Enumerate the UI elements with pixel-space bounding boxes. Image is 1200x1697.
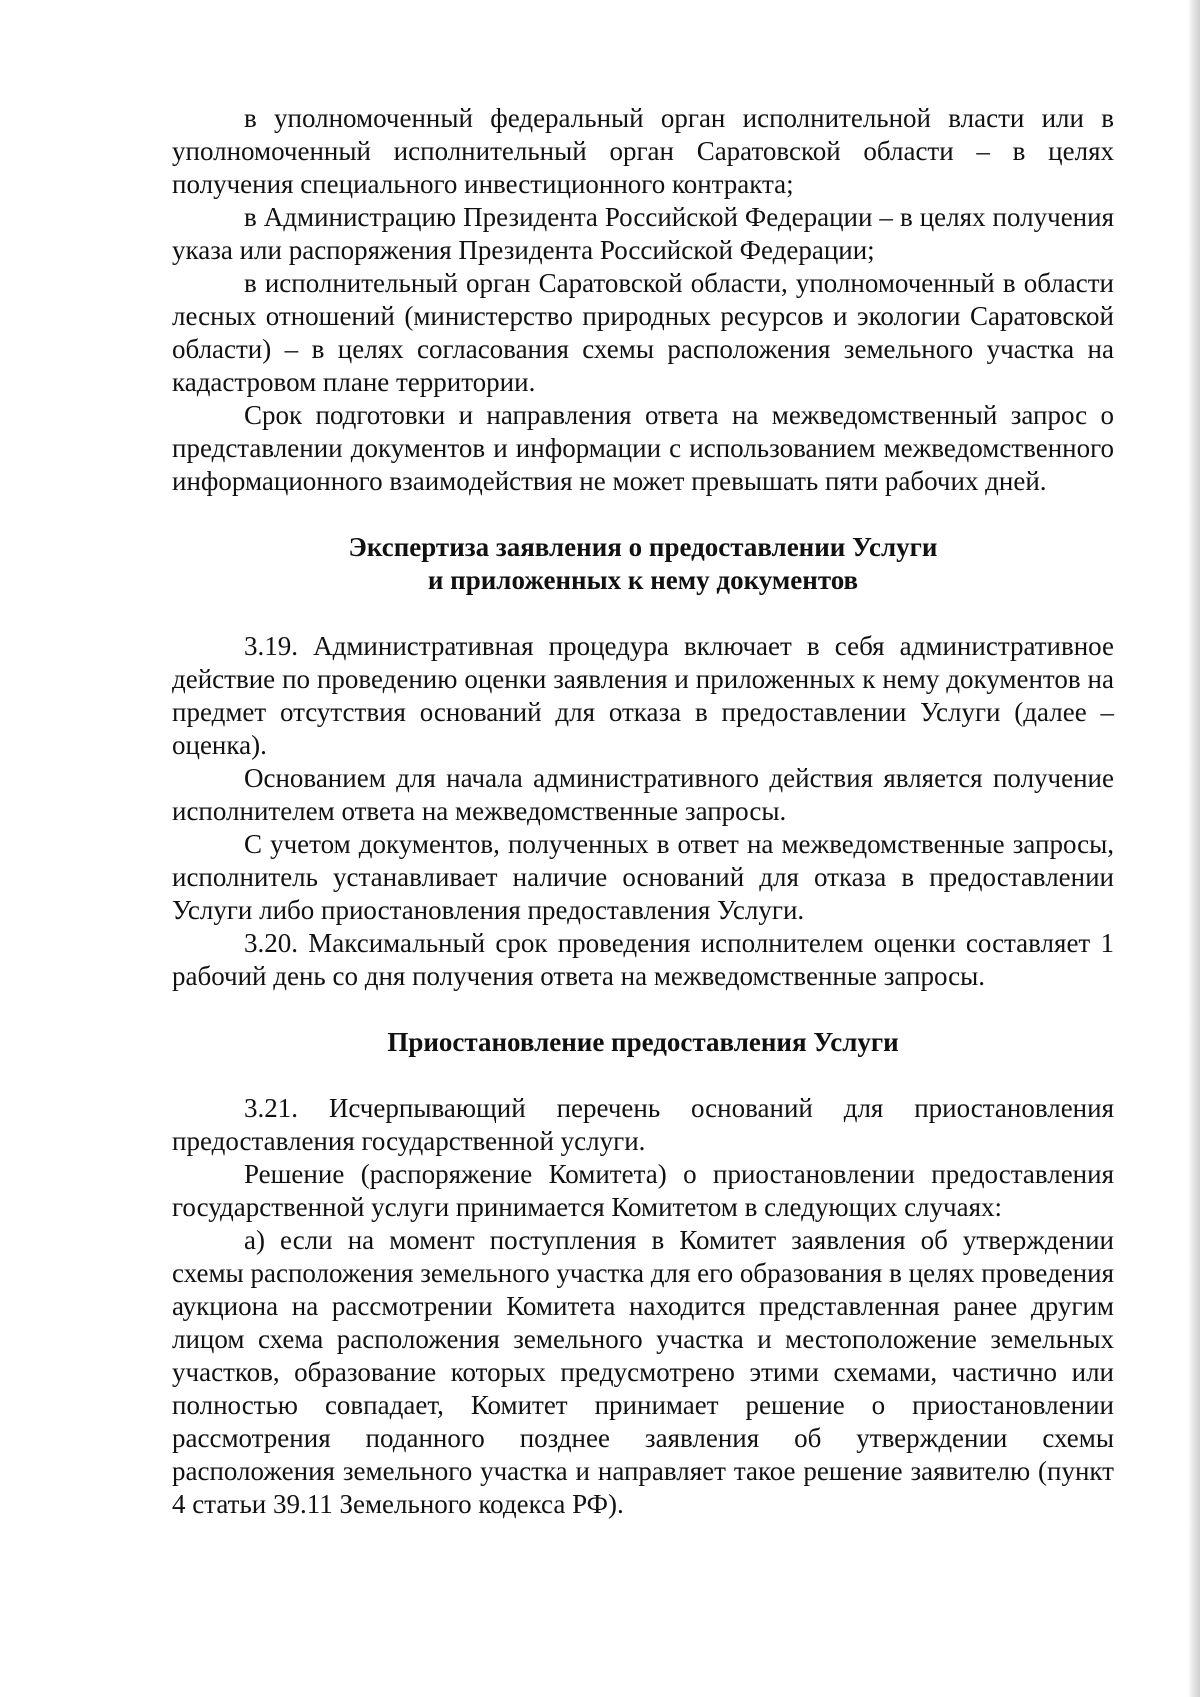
paragraph-president-administration: в Администрацию Президента Российской Федерации – в целях получения указа или распоряжения Президента Российской Федерации; — [172, 202, 1114, 265]
section-heading-expertise-line2: и приложенных к нему документов — [427, 565, 859, 595]
paragraph-3-19: 3.19. Административная процедура включает в себя административное действие по проведению оценки заявления и приложенных к нему документов на предмет отсутствия оснований для отказа в предоставлении Услуги (далее – оценка). — [172, 631, 1114, 760]
paragraph-case-a: а) если на момент поступления в Комитет заявления об утверждении схемы расположения земельного участка для его образования в целях проведения аукциона на рассмотрении Комитета находится представленная ранее другим лицом схема расположения земельного участка и местоположение земельных участков, образование которых предусмотрено этими схемами, частично или полностью совпадает, Комитет принимает решение о приостановлении рассмотрения поданного позднее заявления об утверждении схемы расположения земельного участка и направляет такое решение заявителю (пункт 4 статьи 39.11 Земельного кодекса РФ). — [172, 1225, 1114, 1519]
paragraph-federal-organ: в уполномоченный федеральный орган исполнительной власти или в уполномоченный исполнительный орган Саратовской области – в целях получения специального инвестиционного контракта; — [172, 103, 1114, 199]
paragraph-documents-received: С учетом документов, полученных в ответ на межведомственные запросы, исполнитель устанавливает наличие оснований для отказа в предоставлении Услуги либо приостановления предоставления Услуги. — [172, 829, 1114, 925]
paragraph-response-deadline: Срок подготовки и направления ответа на межведомственный запрос о представлении документов и информации с использованием межведомственного информационного взаимодействия не может превышать пяти рабочих дней. — [172, 400, 1114, 496]
document-body — [172, 102, 1114, 1521]
paragraph-3-20: 3.20. Максимальный срок проведения исполнителем оценки составляет 1 рабочий день со дня получения ответа на межведомственные запросы. — [172, 928, 1114, 991]
spacer — [172, 597, 1114, 630]
paragraph-decision: Решение (распоряжение Комитета) о приостановлении предоставления государственной услуги принимается Комитетом в следующих случаях: — [172, 1159, 1114, 1222]
spacer — [172, 1059, 1114, 1092]
paragraph-basis: Основанием для начала административного действия является получение исполнителем ответа на межведомственные запросы. — [172, 763, 1114, 826]
spacer — [172, 498, 1114, 531]
scan-edge-shadow — [1188, 0, 1200, 1697]
section-heading-expertise-line1: Экспертиза заявления о предоставлении Услуги — [348, 532, 938, 562]
paragraph-forest-relations-organ: в исполнительный орган Саратовской области, уполномоченный в области лесных отношений (министерство природных ресурсов и экологии Саратовской области) – в целях согласования схемы расположения земельного участка на кадастровом плане территории. — [172, 268, 1114, 397]
spacer — [172, 993, 1114, 1026]
paragraph-3-21: 3.21. Исчерпывающий перечень оснований для приостановления предоставления государственной услуги. — [172, 1093, 1114, 1156]
section-heading-suspension: Приостановление предоставления Услуги — [387, 1027, 899, 1057]
